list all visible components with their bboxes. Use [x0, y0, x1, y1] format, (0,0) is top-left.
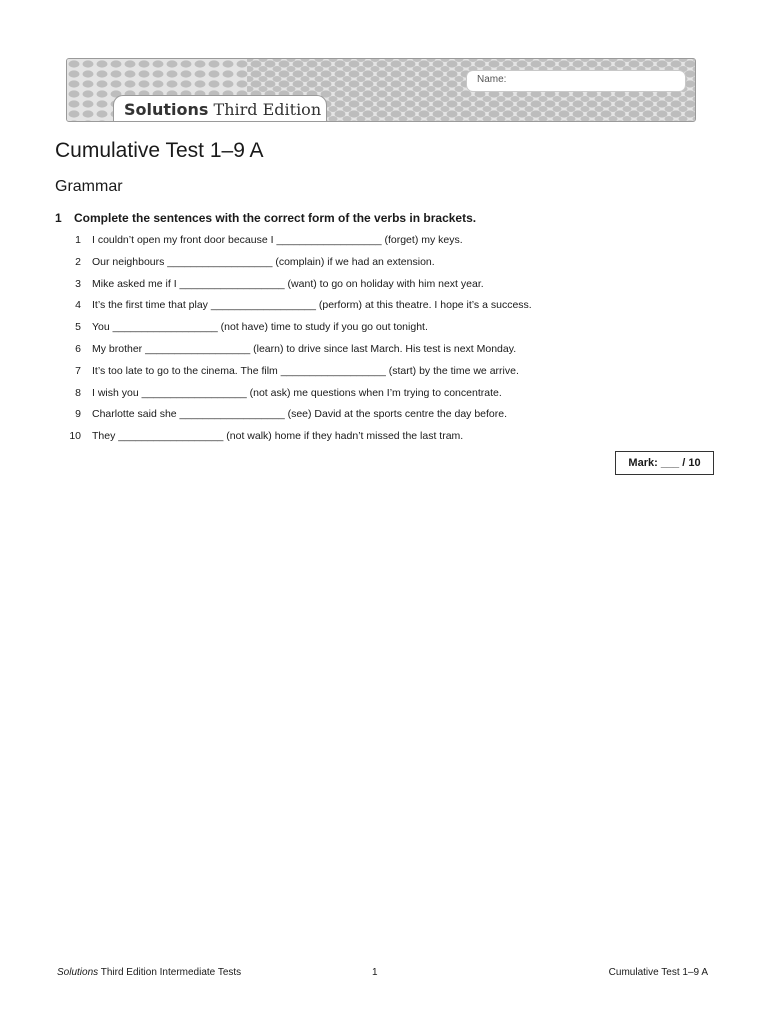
item-number: 2 — [75, 255, 81, 268]
list-item[interactable] — [55, 296, 532, 318]
item-number: 1 — [75, 234, 81, 246]
header-banner — [66, 58, 696, 122]
list-item[interactable] — [55, 362, 532, 384]
item-text: You __________________ (not have) time to study if you go out tonight. — [92, 321, 428, 334]
footer-left-text: Third Edition Intermediate Tests — [98, 967, 242, 978]
brand-bold: Solutions — [124, 100, 209, 119]
list-item[interactable] — [55, 384, 532, 406]
footer-brand: Solutions — [57, 967, 99, 978]
item-text: They __________________ (not walk) home if they hadn’t missed the last tram. — [92, 430, 464, 443]
brand-logo — [124, 100, 321, 120]
list-item[interactable] — [55, 340, 532, 362]
item-text: Charlotte said she __________________ (see) David at the sports centre the day before. — [92, 408, 508, 421]
item-text: I couldn’t open my front door because I __________________ (forget) my keys. — [92, 234, 463, 246]
list-item[interactable] — [55, 405, 532, 427]
item-number: 3 — [75, 277, 81, 290]
item-number: 4 — [75, 299, 81, 312]
instruction-text: Complete the sentences with the correct form of the verbs in brackets. — [74, 211, 477, 225]
page-title: Cumulative Test 1–9 A — [55, 139, 264, 162]
item-number: 9 — [75, 408, 81, 421]
item-number: 7 — [75, 364, 81, 377]
list-item[interactable] — [55, 275, 532, 297]
exercise-instruction — [55, 211, 476, 225]
name-label: Name: — [477, 74, 507, 85]
name-field[interactable] — [467, 71, 685, 91]
item-text: Mike asked me if I __________________ (want) to go on holiday with him next year. — [92, 277, 484, 290]
item-text: My brother __________________ (learn) to drive since last March. His test is next Monday. — [92, 342, 517, 355]
item-number: 6 — [75, 342, 81, 355]
item-text: I wish you __________________ (not ask) me questions when I’m trying to concentrate. — [92, 386, 502, 399]
section-heading: Grammar — [55, 178, 123, 195]
list-item[interactable] — [55, 253, 532, 275]
item-text: It’s the first time that play __________________ (perform) at this theatre. I hope it’s a success. — [92, 299, 532, 312]
mark-box: Mark: ___ / 10 — [615, 451, 714, 475]
footer-left — [57, 967, 241, 978]
brand-rest: Third Edition — [208, 100, 322, 119]
list-item[interactable] — [55, 318, 532, 340]
brand-tab — [113, 95, 327, 122]
footer-right: Cumulative Test 1–9 A — [608, 967, 708, 978]
item-text: It’s too late to go to the cinema. The film __________________ (start) by the time we arrive. — [92, 364, 519, 377]
item-number: 10 — [69, 430, 81, 443]
item-number: 5 — [75, 321, 81, 334]
item-number: 8 — [75, 386, 81, 399]
exercise-items — [55, 231, 532, 449]
item-text: Our neighbours __________________ (complain) if we had an extension. — [92, 255, 435, 268]
list-item[interactable] — [55, 427, 532, 449]
exercise-number: 1 — [55, 211, 62, 225]
page-number: 1 — [372, 967, 378, 978]
list-item[interactable] — [55, 231, 532, 253]
